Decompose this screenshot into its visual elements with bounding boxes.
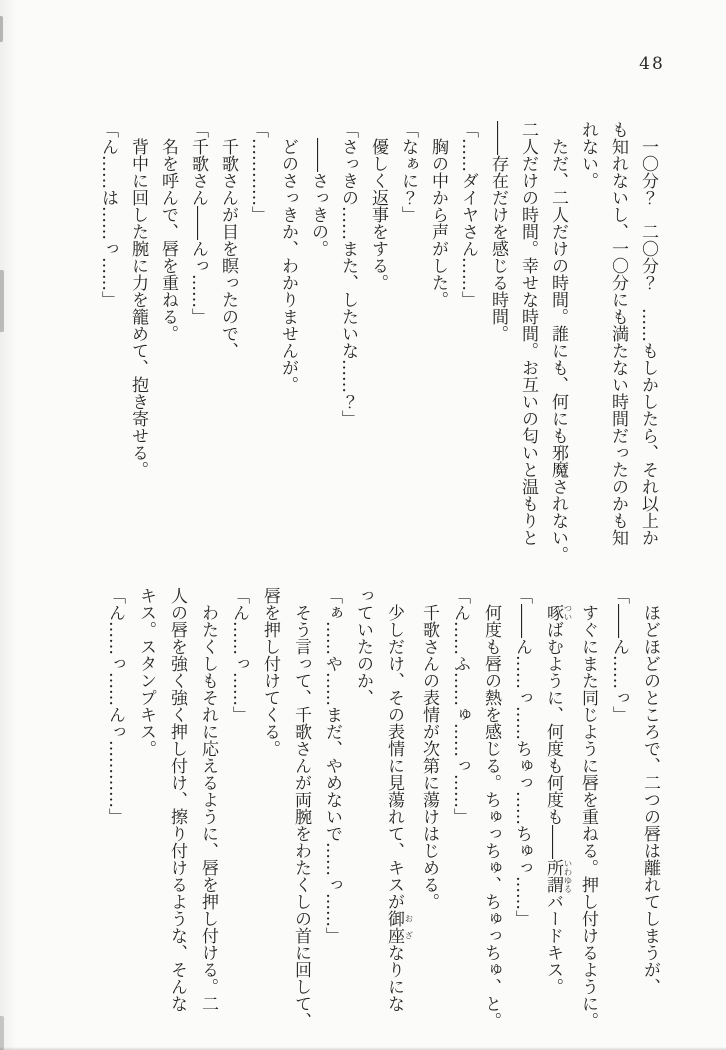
text-column: 「ん……ふ……ゅ……っ……」: [450, 587, 470, 825]
text-column: ――存在だけを感じる時間。: [488, 121, 508, 342]
text-column: ほどほどのところで、二つの唇は離れてしまうが、: [640, 587, 660, 995]
text-column: 「なぁに？」: [398, 121, 418, 223]
text-column: 「ぁ……や……まだ、やめないで……っ……」: [322, 587, 342, 944]
text-column: どのさっきか、わかりませんが。: [278, 121, 298, 393]
page-edge-shading: [0, 0, 16, 1050]
text-column: 何度も唇の熱を感じる。ちゅっちゅ、ちゅっちゅ、と。: [481, 587, 501, 1029]
text-column: 「…………」: [248, 121, 268, 223]
text-column: 人の唇を強く強く押し付け、擦り付けるような、そんな: [167, 587, 187, 1012]
lower-text-block: [103, 587, 665, 1029]
ruby-annotated-text: 所謂 いわゆる: [543, 859, 572, 893]
text-column: 「……ダイヤさん……」: [458, 121, 478, 308]
text-column: 一〇分？ 二〇分？ ……もしかしたら、それ以上か: [638, 121, 658, 546]
text-column: キス。スタンプキス。: [136, 587, 156, 757]
ruby-annotated-text: 御座 おざ: [384, 910, 413, 944]
upper-text-block: [91, 121, 663, 563]
text-column: わたくしもそれに応えるように、唇を押し付ける。二: [198, 587, 218, 1012]
text-column: 「ん……っ……」: [229, 587, 249, 723]
text-column: 「――ん……っ……ちゅっ……ちゅっ……」: [512, 587, 532, 927]
scan-artifact: [0, 1016, 4, 1050]
text-column: 千歌さんの表情が次第に蕩けはじめる。: [419, 587, 439, 910]
text-column: っていたのか、: [353, 587, 373, 706]
text-column: 二人だけの時間。幸せな時間。お互いの匂いと温もりと: [518, 121, 538, 546]
text-column: れない。: [578, 121, 598, 189]
scan-artifact: [0, 16, 3, 42]
text-column: 優しく返事をする。: [368, 121, 388, 291]
text-column: 「千歌さん――んっ……」: [188, 121, 208, 325]
text-column: 唇を押し付けてくる。: [260, 587, 280, 757]
text-column: そう言って、千歌さんが両腕をわたくしの首に回して、: [291, 587, 311, 1029]
text-column: 千歌さんが目を瞑ったので、: [218, 121, 238, 359]
ruby-annotated-text: 啄 つい: [543, 604, 572, 621]
text-column: ただ、二人だけの時間。誰にも、何にも邪魔されない。: [548, 121, 568, 563]
text-column: 胸の中から声がした。: [428, 121, 448, 308]
text-column: 「ん……は……っ……」: [98, 121, 118, 308]
text-column: 「――ん……っ」: [609, 587, 629, 723]
text-column: 「ん……っ……んっ…………」: [105, 587, 125, 825]
text-column: ――さっきの。: [308, 121, 328, 257]
scan-artifact: [0, 270, 4, 332]
text-column: も知れないし、一〇分にも満たない時間だったのかも知: [608, 121, 628, 546]
text-column: 背中に回した腕に力を籠めて、抱き寄せる。: [128, 121, 148, 478]
text-column: 啄 ついばむように、何度も何度も――所謂 いわゆるバードキス。: [543, 604, 572, 995]
text-column: 名を呼んで、唇を重ねる。: [158, 121, 178, 342]
page-number: 48: [639, 54, 665, 74]
text-column: 少しだけ、その表情に見蕩れて、キスが御座 おざなりにな: [384, 587, 413, 1012]
text-column: 「さっきの……また、したいな……？」: [338, 121, 358, 427]
text-column: すぐにまた同じように唇を重ねる。押し付けるように。: [578, 587, 598, 1029]
